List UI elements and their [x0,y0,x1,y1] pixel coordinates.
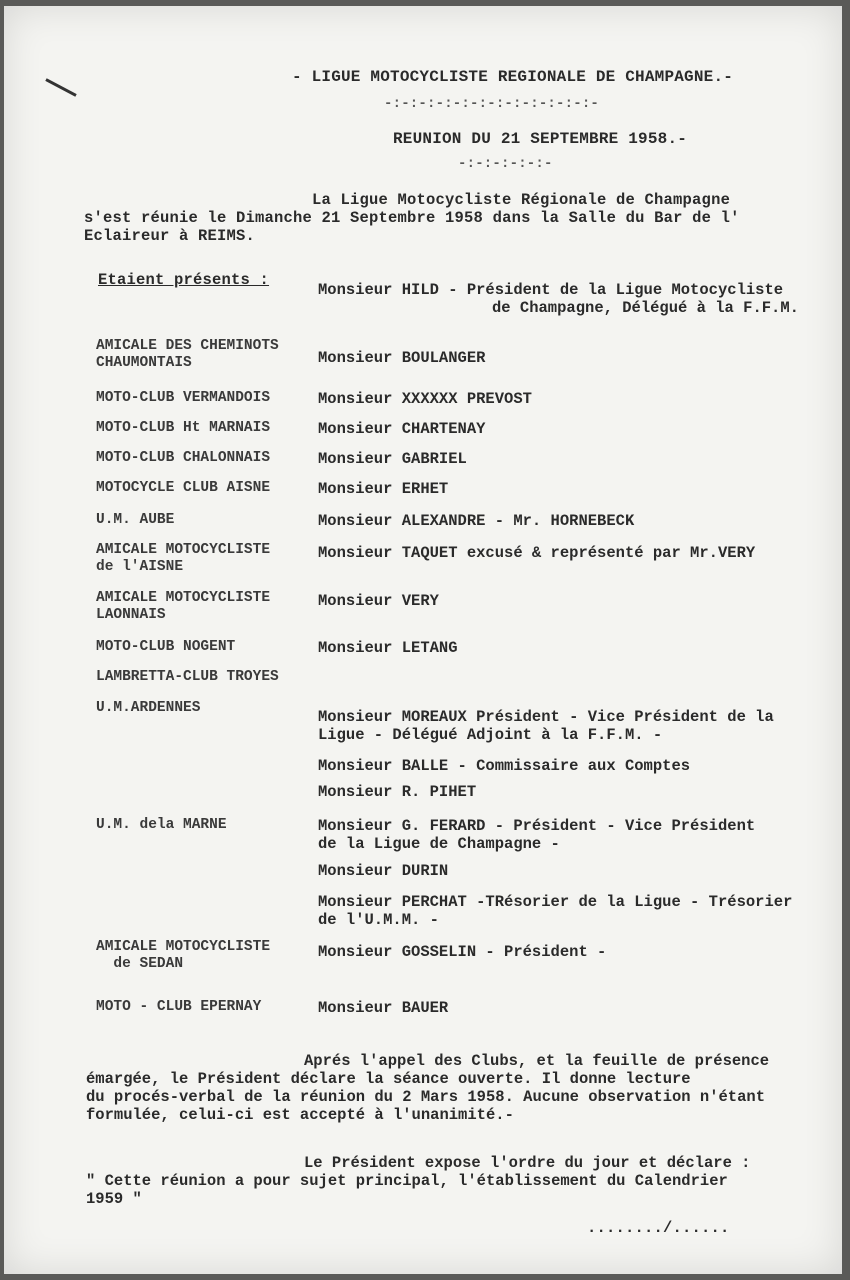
intro-line: Eclaireur à REIMS. [84,227,256,245]
intro-line: La Ligue Motocycliste Régionale de Champagne [312,191,731,209]
club-name: U.M. AUBE [96,512,175,528]
club-representative: Monsieur ERHET [318,480,449,498]
club-representative: Monsieur ALEXANDRE - Mr. HORNEBECK [318,512,635,530]
pencil-mark [45,78,76,97]
club-name: U.M. dela MARNE [96,817,227,833]
club-representative: Monsieur XXXXXX PREVOST [318,390,532,408]
club-representative: Monsieur MOREAUX Président - Vice Président de la [318,708,774,726]
club-name: MOTO-CLUB Ht MARNAIS [96,420,271,436]
club-name: MOTOCYCLE CLUB AISNE [96,480,271,496]
club-representative: Monsieur CHARTENAY [318,420,486,438]
club-name: AMICALE DES CHEMINOTS CHAUMONTAIS [96,338,279,371]
attendance-heading: Etaient présents : [98,271,270,289]
continuation-marker: ......../...... [587,1219,730,1237]
agenda-paragraph: Le Président expose l'ordre du jour et déclare : " Cette réunion a pour sujet principal, l'établissement du Calendrier 1959 " [86,1154,751,1208]
club-representative: Monsieur R. PIHET [318,783,477,801]
title-decoration: -:-:-:-:-:-:-:-:-:-:-:-:- [384,96,600,112]
club-name: AMICALE MOTOCYCLISTE de SEDAN [96,939,271,972]
club-representative: Monsieur LETANG [318,639,458,657]
president-line: Monsieur HILD - Président de la Ligue Motocycliste [318,281,784,299]
club-representative: Monsieur G. FERARD - Président - Vice Président [318,817,756,835]
club-representative: Monsieur BOULANGER [318,349,486,367]
opening-paragraph: Aprés l'appel des Clubs, et la feuille de présence émargée, le Président déclare la séance ouverte. Il donne lecture du procés-verbal de la réunion du 2 Mars 1958. Aucune observation n'étant formulée, celui-ci est accepté à l'unanimité.- [86,1052,770,1124]
club-name: MOTO-CLUB VERMANDOIS [96,390,271,406]
club-name: MOTO-CLUB CHALONNAIS [96,450,271,466]
meeting-title: REUNION DU 21 SEPTEMBRE 1958.- [393,130,688,148]
document-page [4,6,842,1274]
subtitle-decoration: -:-:-:-:-:- [458,156,553,172]
club-name: AMICALE MOTOCYCLISTE de l'AISNE [96,542,271,575]
club-name: MOTO-CLUB NOGENT [96,639,236,655]
club-name: LAMBRETTA-CLUB TROYES [96,669,279,685]
club-representative: Monsieur GOSSELIN - Président - [318,943,607,961]
club-representative: de la Ligue de Champagne - [318,835,560,853]
club-representative: Monsieur BALLE - Commissaire aux Comptes [318,757,691,775]
club-representative: Monsieur PERCHAT -TRésorier de la Ligue - Trésorier [318,893,793,911]
club-representative: Monsieur VERY [318,592,439,610]
club-representative: Monsieur TAQUET excusé & représenté par Mr.VERY [318,544,756,562]
club-representative: Monsieur BAUER [318,999,449,1017]
club-name: MOTO - CLUB EPERNAY [96,999,262,1015]
club-name: U.M.ARDENNES [96,700,201,716]
intro-line: s'est réunie le Dimanche 21 Septembre 1958 dans la Salle du Bar de l' [84,209,740,227]
document-title: - LIGUE MOTOCYCLISTE REGIONALE DE CHAMPAGNE.- [292,68,734,86]
intro-paragraph [84,191,740,245]
club-representative: de l'U.M.M. - [318,911,439,929]
club-representative: Monsieur DURIN [318,862,449,880]
club-representative: Monsieur GABRIEL [318,450,467,468]
president-line: de Champagne, Délégué à la F.F.M. [492,299,799,317]
club-name: AMICALE MOTOCYCLISTE LAONNAIS [96,590,271,623]
club-representative: Ligue - Délégué Adjoint à la F.F.M. - [318,726,663,744]
